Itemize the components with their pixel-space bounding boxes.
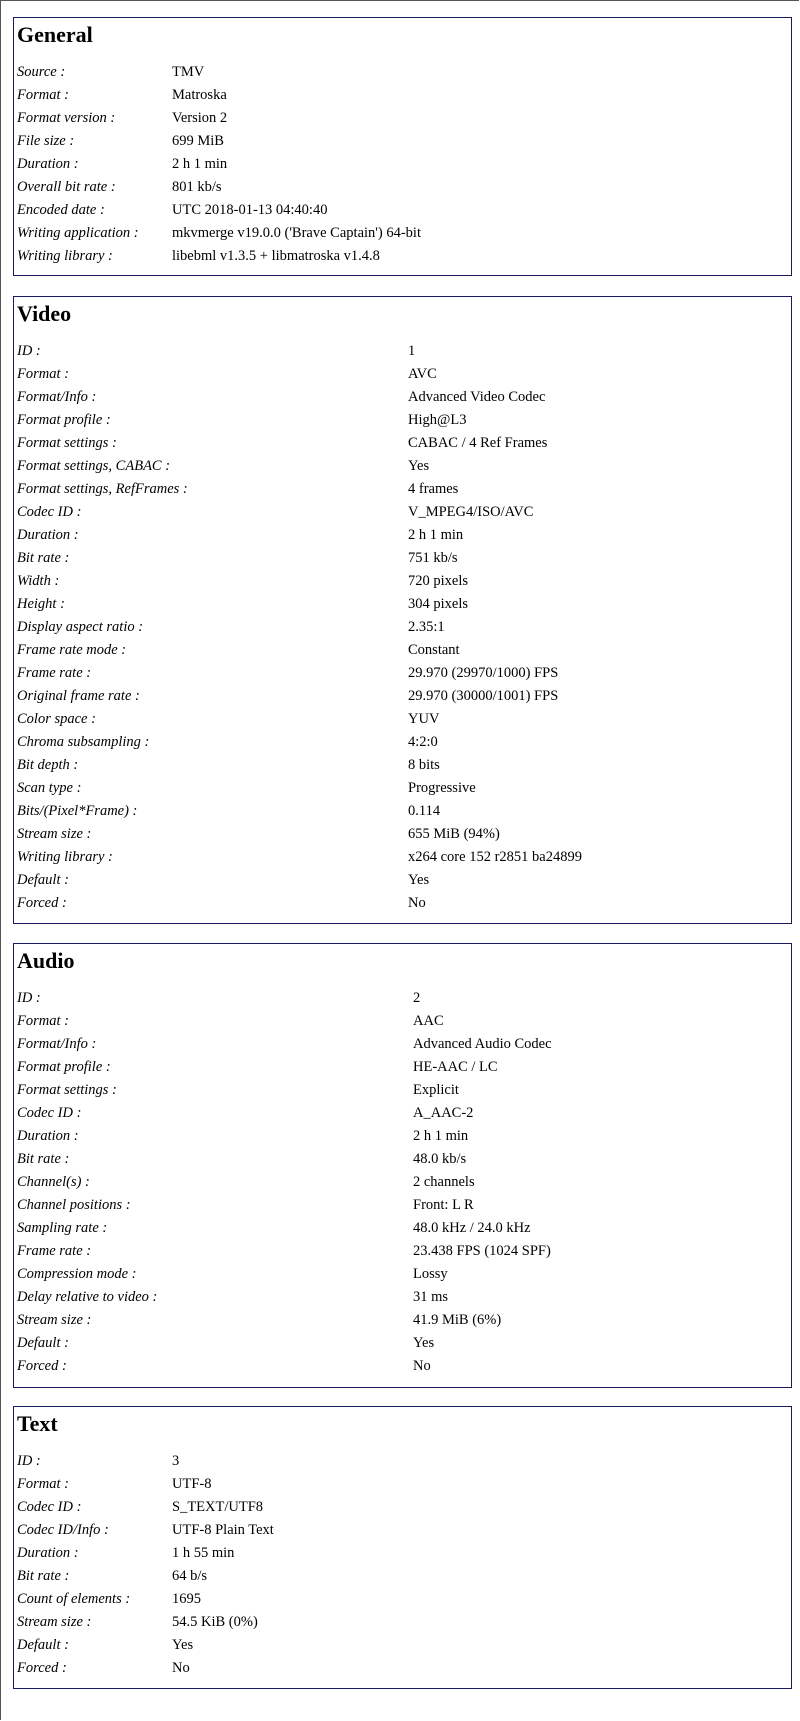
property-value: No — [172, 1660, 190, 1676]
property-label: Encoded date : — [17, 202, 105, 218]
property-label: Frame rate mode : — [17, 642, 127, 658]
property-label: Height : — [17, 596, 65, 612]
property-value: 64 b/s — [172, 1568, 208, 1584]
audio-rows — [17, 987, 788, 1378]
video-property-row — [17, 754, 788, 777]
property-value: 29.970 (29970/1000) FPS — [408, 665, 559, 681]
property-label: File size : — [17, 133, 75, 149]
property-value: Progressive — [408, 780, 476, 796]
audio-property-row — [17, 1194, 788, 1217]
property-label: Format profile : — [17, 412, 111, 428]
property-value: YUV — [408, 711, 440, 727]
property-value: TMV — [172, 64, 205, 80]
general-property-row — [17, 199, 788, 222]
video-property-row — [17, 478, 788, 501]
property-label: Forced : — [17, 1660, 67, 1676]
property-value: 48.0 kHz / 24.0 kHz — [413, 1220, 531, 1236]
audio-property-row — [17, 1332, 788, 1355]
video-property-row — [17, 340, 788, 363]
video-property-row — [17, 363, 788, 386]
property-label: Chroma subsampling : — [17, 734, 150, 750]
property-value: 2 h 1 min — [408, 527, 464, 543]
property-label: Duration : — [17, 1545, 79, 1561]
property-label: Bit rate : — [17, 550, 70, 566]
property-value: 2.35:1 — [408, 619, 445, 635]
property-label: Default : — [17, 872, 69, 888]
property-value: 2 — [413, 990, 421, 1006]
video-section — [13, 296, 792, 924]
audio-property-row — [17, 1355, 788, 1378]
audio-property-row — [17, 1240, 788, 1263]
general-property-row — [17, 245, 788, 268]
property-value: No — [413, 1358, 431, 1374]
video-property-row — [17, 662, 788, 685]
property-label: Scan type : — [17, 780, 82, 796]
property-label: Format : — [17, 1013, 69, 1029]
property-value: 2 h 1 min — [172, 156, 228, 172]
property-label: Source : — [17, 64, 66, 80]
property-value: Front: L R — [413, 1197, 474, 1213]
property-label: Codec ID : — [17, 504, 82, 520]
audio-property-row — [17, 1033, 788, 1056]
video-property-row — [17, 386, 788, 409]
property-value: 29.970 (30000/1001) FPS — [408, 688, 559, 704]
property-label: Width : — [17, 573, 60, 589]
property-value: UTC 2018-01-13 04:40:40 — [172, 202, 328, 218]
text-property-row — [17, 1588, 788, 1611]
property-value: S_TEXT/UTF8 — [172, 1499, 264, 1515]
section-title-text: Text — [17, 1411, 58, 1436]
property-value: libebml v1.3.5 + libmatroska v1.4.8 — [172, 248, 380, 264]
property-value: Explicit — [413, 1082, 459, 1098]
video-property-row — [17, 501, 788, 524]
audio-property-row — [17, 1148, 788, 1171]
audio-property-row — [17, 1056, 788, 1079]
audio-property-row — [17, 987, 788, 1010]
property-label: Format settings, RefFrames : — [17, 481, 188, 497]
property-value: High@L3 — [408, 412, 467, 428]
property-value: 31 ms — [413, 1289, 449, 1305]
property-value: AAC — [413, 1013, 444, 1029]
property-label: ID : — [17, 343, 41, 359]
property-value: x264 core 152 r2851 ba24899 — [408, 849, 582, 865]
audio-property-row — [17, 1309, 788, 1332]
property-label: Writing library : — [17, 248, 113, 264]
audio-property-row — [17, 1171, 788, 1194]
video-property-row — [17, 570, 788, 593]
property-value: V_MPEG4/ISO/AVC — [408, 504, 534, 520]
property-value: UTF-8 Plain Text — [172, 1522, 274, 1538]
property-label: Frame rate : — [17, 665, 92, 681]
video-property-row — [17, 616, 788, 639]
property-value: A_AAC-2 — [413, 1105, 474, 1121]
video-property-row — [17, 409, 788, 432]
text-property-row — [17, 1634, 788, 1657]
property-value: Version 2 — [172, 110, 228, 126]
property-value: AVC — [408, 366, 437, 382]
video-property-row — [17, 892, 788, 915]
property-value: Constant — [408, 642, 460, 658]
property-label: Sampling rate : — [17, 1220, 108, 1236]
property-label: Overall bit rate : — [17, 179, 116, 195]
property-value: Matroska — [172, 87, 227, 103]
property-label: Format version : — [17, 110, 116, 126]
video-property-row — [17, 708, 788, 731]
property-value: 48.0 kb/s — [413, 1151, 467, 1167]
property-label: Codec ID : — [17, 1105, 82, 1121]
property-label: ID : — [17, 1453, 41, 1469]
video-property-row — [17, 869, 788, 892]
property-value: 4 frames — [408, 481, 459, 497]
property-label: Count of elements : — [17, 1591, 131, 1607]
text-property-row — [17, 1565, 788, 1588]
property-value: Lossy — [413, 1266, 448, 1282]
audio-property-row — [17, 1217, 788, 1240]
property-label: Original frame rate : — [17, 688, 140, 704]
property-label: Writing library : — [17, 849, 113, 865]
general-property-row — [17, 107, 788, 130]
video-property-row — [17, 524, 788, 547]
general-property-row — [17, 84, 788, 107]
property-value: 8 bits — [408, 757, 440, 773]
property-value: UTF-8 — [172, 1476, 212, 1492]
text-property-row — [17, 1542, 788, 1565]
audio-property-row — [17, 1125, 788, 1148]
audio-property-row — [17, 1286, 788, 1309]
property-value: Yes — [413, 1335, 435, 1351]
general-property-row — [17, 222, 788, 245]
property-label: Default : — [17, 1335, 69, 1351]
property-label: Format profile : — [17, 1059, 111, 1075]
text-property-row — [17, 1473, 788, 1496]
section-title-video: Video — [17, 301, 72, 326]
video-property-row — [17, 823, 788, 846]
property-label: Format : — [17, 87, 69, 103]
text-property-row — [17, 1519, 788, 1542]
property-value: 1 h 55 min — [172, 1545, 235, 1561]
property-label: Stream size : — [17, 1312, 92, 1328]
property-label: Bit rate : — [17, 1151, 70, 1167]
text-property-row — [17, 1611, 788, 1634]
property-value: 801 kb/s — [172, 179, 222, 195]
video-property-row — [17, 846, 788, 869]
property-label: Format/Info : — [17, 1036, 97, 1052]
general-property-row — [17, 153, 788, 176]
property-label: Codec ID/Info : — [17, 1522, 109, 1538]
property-label: Stream size : — [17, 1614, 92, 1630]
audio-section — [13, 943, 792, 1388]
property-value: 4:2:0 — [408, 734, 438, 750]
section-title-audio: Audio — [17, 948, 75, 973]
property-label: Format settings : — [17, 1082, 117, 1098]
property-value: CABAC / 4 Ref Frames — [408, 435, 548, 451]
property-label: Forced : — [17, 895, 67, 911]
video-property-row — [17, 547, 788, 570]
property-value: 41.9 MiB (6%) — [413, 1312, 502, 1328]
property-value: 3 — [172, 1453, 180, 1469]
property-value: Advanced Audio Codec — [413, 1036, 552, 1052]
property-label: Delay relative to video : — [17, 1289, 158, 1305]
property-value: Yes — [172, 1637, 194, 1653]
property-label: Channel(s) : — [17, 1174, 90, 1190]
property-value: Yes — [408, 872, 430, 888]
property-value: 0.114 — [408, 803, 441, 819]
property-label: Forced : — [17, 1358, 67, 1374]
text-property-row — [17, 1657, 788, 1680]
property-value: 54.5 KiB (0%) — [172, 1614, 258, 1630]
video-property-row — [17, 432, 788, 455]
property-value: Yes — [408, 458, 430, 474]
property-label: Duration : — [17, 156, 79, 172]
property-label: ID : — [17, 990, 41, 1006]
property-label: Compression mode : — [17, 1266, 137, 1282]
property-value: 2 channels — [413, 1174, 475, 1190]
video-property-row — [17, 731, 788, 754]
text-section — [13, 1406, 792, 1689]
general-section — [13, 17, 792, 276]
property-label: Color space : — [17, 711, 96, 727]
property-label: Format : — [17, 1476, 69, 1492]
video-property-row — [17, 777, 788, 800]
video-property-row — [17, 455, 788, 478]
property-value: HE-AAC / LC — [413, 1059, 498, 1075]
property-label: Codec ID : — [17, 1499, 82, 1515]
property-label: Bit depth : — [17, 757, 79, 773]
property-value: 1695 — [172, 1591, 201, 1607]
text-property-row — [17, 1496, 788, 1519]
property-label: Format : — [17, 366, 69, 382]
property-value: 1 — [408, 343, 416, 359]
text-property-row — [17, 1450, 788, 1473]
property-value: 304 pixels — [408, 596, 469, 612]
property-label: Writing application : — [17, 225, 139, 241]
property-value: 720 pixels — [408, 573, 469, 589]
audio-property-row — [17, 1102, 788, 1125]
general-property-row — [17, 130, 788, 153]
property-value: 751 kb/s — [408, 550, 458, 566]
property-value: 23.438 FPS (1024 SPF) — [413, 1243, 551, 1259]
property-value: 2 h 1 min — [413, 1128, 469, 1144]
video-property-row — [17, 800, 788, 823]
property-label: Format settings : — [17, 435, 117, 451]
video-property-row — [17, 639, 788, 662]
property-label: Default : — [17, 1637, 69, 1653]
property-value: No — [408, 895, 426, 911]
property-label: Bits/(Pixel*Frame) : — [17, 803, 138, 819]
video-rows — [17, 340, 788, 915]
property-label: Bit rate : — [17, 1568, 70, 1584]
property-label: Channel positions : — [17, 1197, 131, 1213]
property-value: 655 MiB (94%) — [408, 826, 500, 842]
property-value: 699 MiB — [172, 133, 224, 149]
property-label: Format settings, CABAC : — [17, 458, 171, 474]
property-label: Frame rate : — [17, 1243, 92, 1259]
video-property-row — [17, 593, 788, 616]
general-rows — [17, 61, 788, 268]
audio-property-row — [17, 1079, 788, 1102]
video-property-row — [17, 685, 788, 708]
audio-property-row — [17, 1263, 788, 1286]
property-label: Duration : — [17, 1128, 79, 1144]
property-value: mkvmerge v19.0.0 ('Brave Captain') 64-bit — [172, 225, 421, 241]
property-label: Display aspect ratio : — [17, 619, 144, 635]
property-label: Duration : — [17, 527, 79, 543]
section-title-general: General — [17, 22, 93, 47]
text-rows — [17, 1450, 788, 1680]
audio-property-row — [17, 1010, 788, 1033]
property-label: Stream size : — [17, 826, 92, 842]
general-property-row — [17, 176, 788, 199]
general-property-row — [17, 61, 788, 84]
property-value: Advanced Video Codec — [408, 389, 546, 405]
property-label: Format/Info : — [17, 389, 97, 405]
